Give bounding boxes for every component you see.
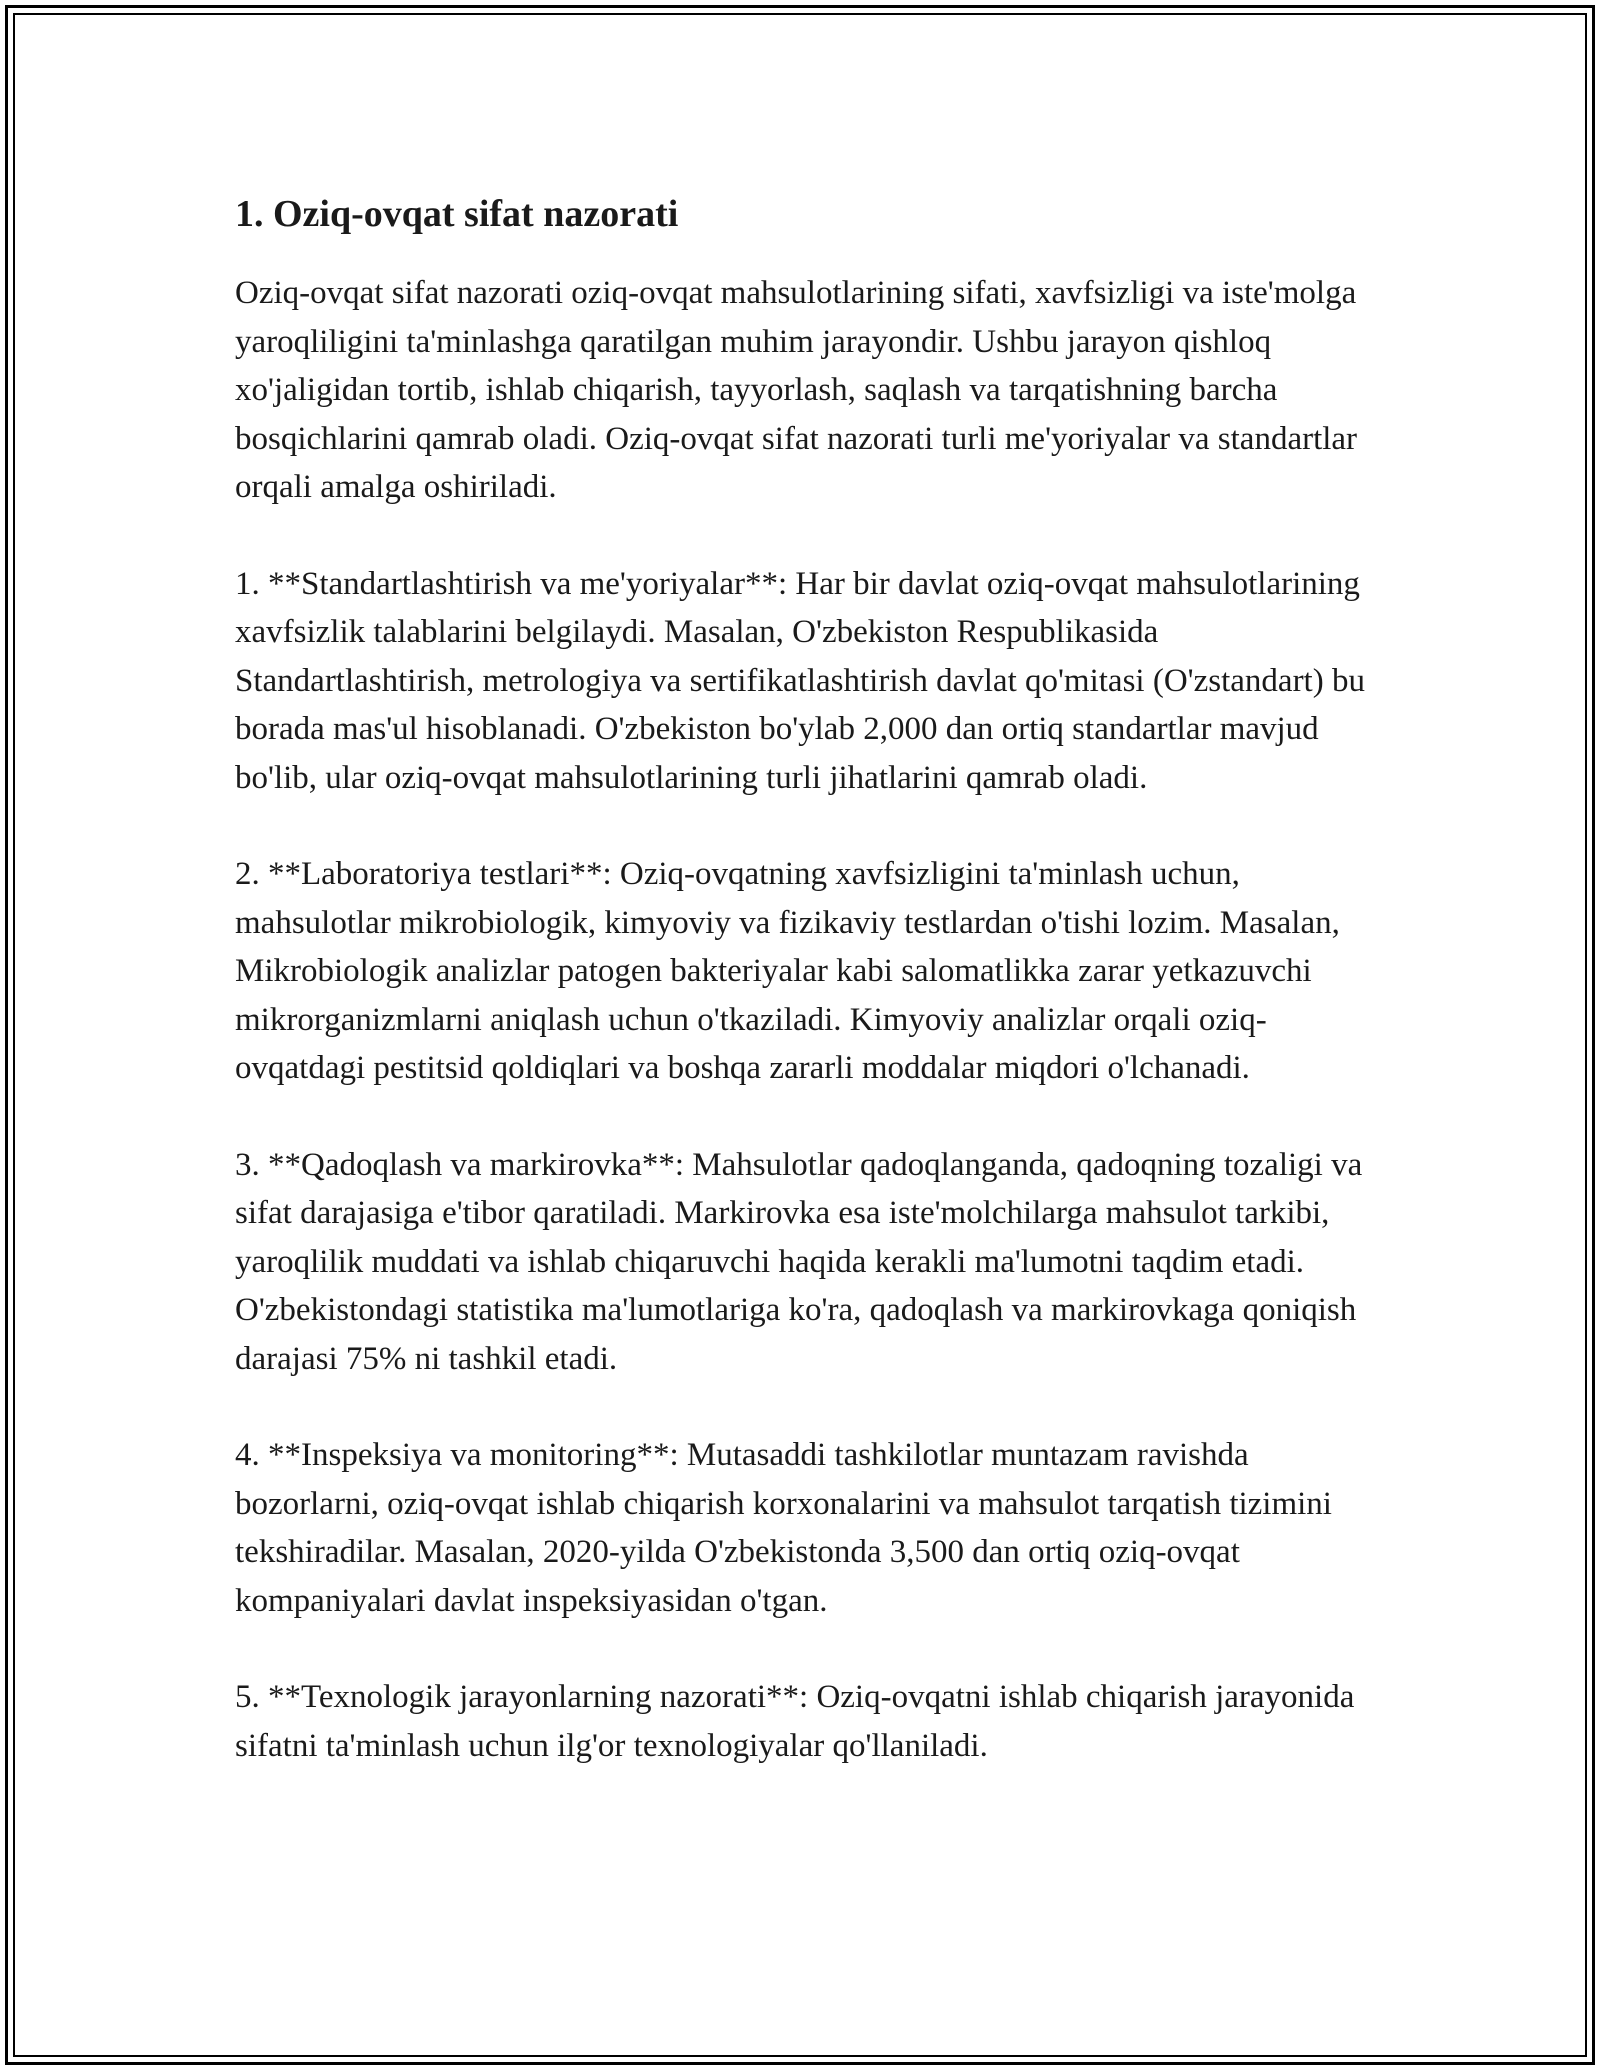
document-body [235, 185, 1395, 1818]
section-laboratory-tests-paragraph: 2. **Laboratoriya testlari**: Oziq-ovqatning xavfsizligini ta'minlash uchun, mahsulotlar mikrobiologik, kimyoviy va fizikaviy testlardan o'tishi lozim. Masalan, Mikrobiologik analizlar patogen bakteriyalar kabi salomatlikka zarar yetkazuvchi mikrorganizmlarni aniqlash uchun o'tkaziladi. Kimyoviy analizlar orqali oziq-ovqatdagi pestitsid qoldiqlari va boshqa zararli moddalar miqdori o'lchanadi. [235, 856, 1340, 1086]
section-inspection-monitoring-paragraph: 4. **Inspeksiya va monitoring**: Mutasaddi tashkilotlar muntazam ravishda bozorlarni, oziq-ovqat ishlab chiqarish korxonalarini va mahsulot tarqatish tizimini tekshiradilar. Masalan, 2020-yilda O'zbekistonda 3,500 dan ortiq oziq-ovqat kompaniyalari davlat inspeksiyasidan o'tgan. [235, 1437, 1332, 1619]
section-standardization-paragraph: 1. **Standartlashtirish va me'yoriyalar**: Har bir davlat oziq-ovqat mahsulotlarining xavfsizlik talablarini belgilaydi. Masalan, O'zbekiston Respublikasida Standartlashtirish, metrologiya va sertifikatlashtirish davlat qo'mitasi (O'zstandart) bu borada mas'ul hisoblanadi. O'zbekiston bo'ylab 2,000 dan ortiq standartlar mavjud bo'lib, ular oziq-ovqat mahsulotlarining turli jihatlarini qamrab oladi. [235, 565, 1365, 796]
section-packaging-labeling-paragraph: 3. **Qadoqlash va markirovka**: Mahsulotlar qadoqlanganda, qadoqning tozaligi va sifat darajasiga e'tibor qaratiladi. Markirovka esa iste'molchilarga mahsulot tarkibi, yaroqlilik muddati va ishlab chiqaruvchi haqida kerakli ma'lumotni taqdim etadi. O'zbekistondagi statistika ma'lumotlariga ko'ra, qadoqlash va markirovkaga qoniqish darajasi 75% ni tashkil etadi. [235, 1146, 1363, 1377]
intro-paragraph: Oziq-ovqat sifat nazorati oziq-ovqat mahsulotlarining sifati, xavfsizligi va iste'molga yaroqliligini ta'minlashga qaratilgan muhim jarayondir. Ushbu jarayon qishloq xo'jaligidan tortib, ishlab chiqarish, tayyorlash, saqlash va tarqatishning barcha bosqichlarini qamrab oladi. Oziq-ovqat sifat nazorati turli me'yoriyalar va standartlar orqali amalga oshiriladi. [235, 275, 1358, 505]
section-technological-control-paragraph: 5. **Texnologik jarayonlarning nazorati**: Oziq-ovqatni ishlab chiqarish jarayonida sifatni ta'minlash uchun ilg'or texnologiyalar qo'llaniladi. [235, 1679, 1355, 1764]
document-title: 1. Oziq-ovqat sifat nazorati [235, 193, 679, 235]
